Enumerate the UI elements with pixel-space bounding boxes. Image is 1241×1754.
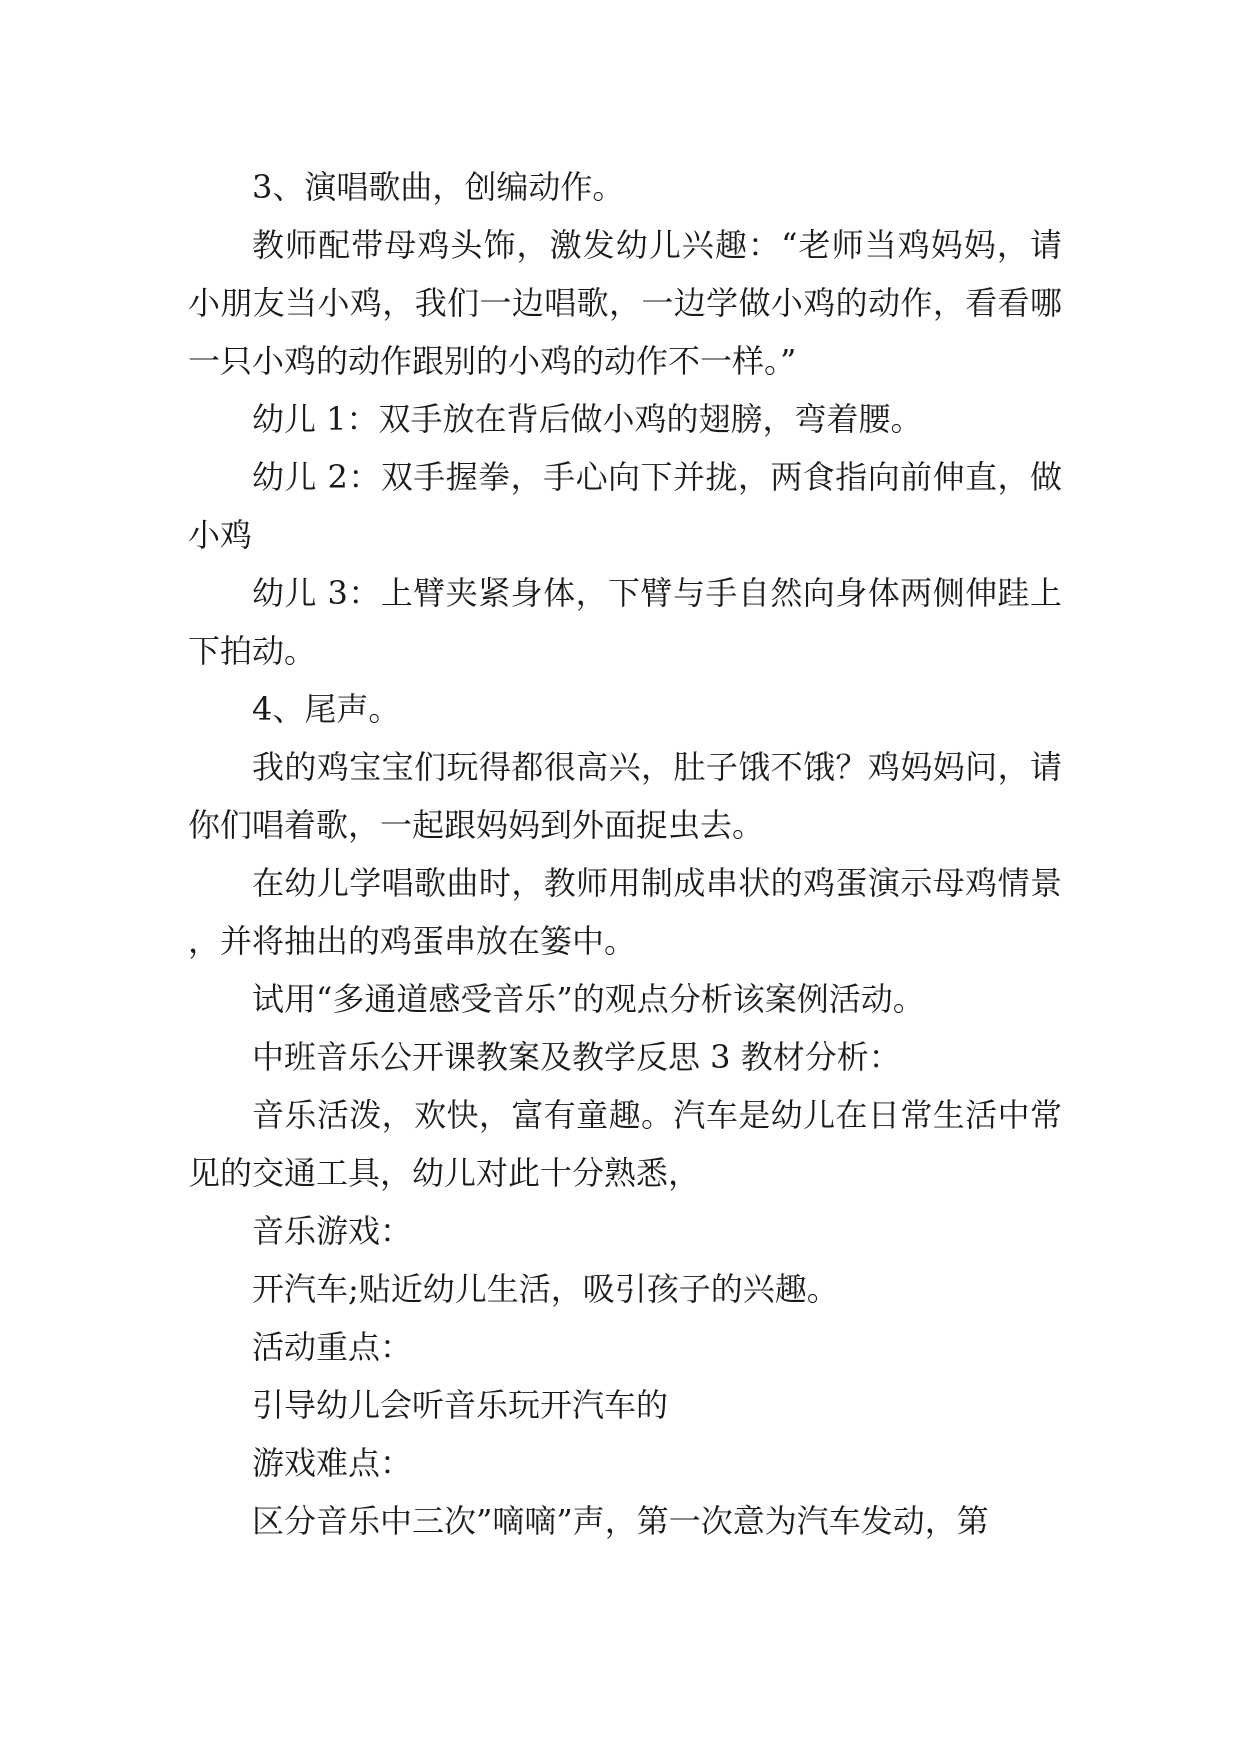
- paragraph-difficulty: 区分音乐中三次”嘀嘀”声，第一次意为汽车发动，第: [252, 1502, 989, 1540]
- paragraph-difficulty-label: 游戏难点：: [252, 1444, 413, 1482]
- paragraph-section-3-heading: 3、演唱歌曲，创编动作。: [252, 168, 625, 206]
- paragraph-child-2: 幼儿 2：双手握拳，手心向下并拢，两食指向前伸直，做小鸡: [188, 458, 1062, 554]
- paragraph-analysis-question: 试用“多通道感受音乐”的观点分析该案例活动。: [252, 980, 925, 1018]
- paragraph-material-analysis: 音乐活泼，欢快，富有童趣。汽车是幼儿在日常生活中常见的交通工具，幼儿对此十分熟悉，: [188, 1096, 1062, 1192]
- paragraph-music-game: 开汽车;贴近幼儿生活，吸引孩子的兴趣。: [252, 1270, 839, 1308]
- paragraph-key-point: 引导幼儿会听音乐玩开汽车的: [252, 1386, 669, 1424]
- paragraph-child-3: 幼儿 3：上臂夹紧身体，下臂与手自然向身体两侧伸跬上下拍动。: [188, 574, 1062, 670]
- paragraph-music-game-label: 音乐游戏：: [252, 1212, 413, 1250]
- paragraph-section-4-heading: 4、尾声。: [252, 690, 401, 728]
- paragraph-hungry-chicks: 我的鸡宝宝们玩得都很高兴，肚子饿不饿？鸡妈妈问，请你们唱着歌，一起跟妈妈到外面捉虫去。: [188, 748, 1062, 844]
- document-body: [188, 158, 1062, 1550]
- paragraph-teacher-headdress: 教师配带母鸡头饰，激发幼儿兴趣：“老师当鸡妈妈，请小朋友当小鸡，我们一边唱歌，一边学做小鸡的动作，看看哪一只小鸡的动作跟别的小鸡的动作不一样。”: [188, 226, 1062, 380]
- paragraph-key-point-label: 活动重点：: [252, 1328, 413, 1366]
- paragraph-child-1: 幼儿 1：双手放在背后做小鸡的翅膀，弯着腰。: [252, 400, 923, 438]
- paragraph-lesson-3-title: 中班音乐公开课教案及教学反思 3 教材分析：: [252, 1038, 901, 1076]
- paragraph-egg-demo: 在幼儿学唱歌曲时，教师用制成串状的鸡蛋演示母鸡情景，并将抽出的鸡蛋串放在篓中。: [188, 864, 1062, 960]
